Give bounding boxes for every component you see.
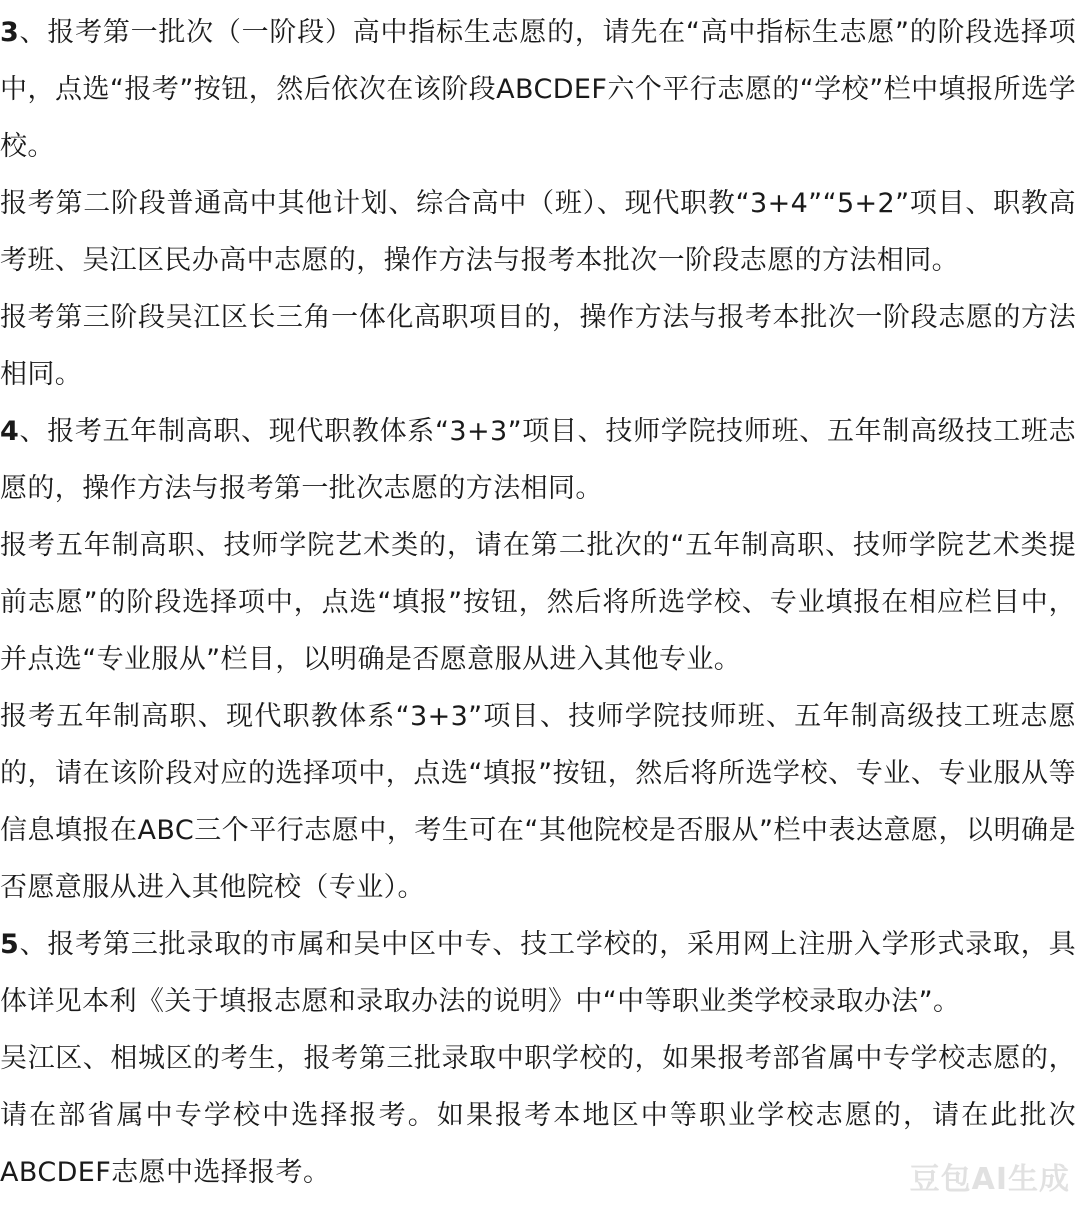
- paragraph-5: [0, 916, 1076, 1030]
- paragraph-4-art: [0, 517, 1076, 688]
- section-number: 5: [0, 929, 20, 960]
- document-body: [0, 4, 1080, 1201]
- paragraph-text: 、报考五年制高职、现代职教体系“3+3”项目、技师学院技师班、五年制高级技工班志愿的，操作方法与报考第一批次志愿的方法相同。: [0, 416, 1076, 504]
- paragraph-text: 报考第三阶段吴江区长三角一体化高职项目的，操作方法与报考本批次一阶段志愿的方法相同。: [0, 302, 1076, 390]
- paragraph-text: 报考五年制高职、现代职教体系“3+3”项目、技师学院技师班、五年制高级技工班志愿的，请在该阶段对应的选择项中，点选“填报”按钮，然后将所选学校、专业、专业服从等信息填报在ABC三个平行志愿中，考生可在“其他院校是否服从”栏中表达意愿，以明确是否愿意服从进入其他院校（专业）。: [0, 701, 1076, 903]
- paragraph-4-detail: [0, 688, 1076, 916]
- section-number: 3: [0, 17, 20, 48]
- paragraph-3-stage2: [0, 175, 1076, 289]
- paragraph-text: 吴江区、相城区的考生，报考第三批录取中职学校的，如果报考部省属中专学校志愿的，请在部省属中专学校中选择报考。如果报考本地区中等职业学校志愿的，请在此批次ABCDEF志愿中选择报考。: [0, 1043, 1076, 1188]
- paragraph-4: [0, 403, 1076, 517]
- paragraph-text: 报考第二阶段普通高中其他计划、综合高中（班）、现代职教“3+4”“5+2”项目、职教高考班、吴江区民办高中志愿的，操作方法与报考本批次一阶段志愿的方法相同。: [0, 188, 1076, 276]
- paragraph-text: 报考五年制高职、技师学院艺术类的，请在第二批次的“五年制高职、技师学院艺术类提前志愿”的阶段选择项中，点选“填报”按钮，然后将所选学校、专业填报在相应栏目中，并点选“专业服从”栏目，以明确是否愿意服从进入其他专业。: [0, 530, 1076, 675]
- paragraph-text: 、报考第一批次（一阶段）高中指标生志愿的，请先在“高中指标生志愿”的阶段选择项中，点选“报考”按钮，然后依次在该阶段ABCDEF六个平行志愿的“学校”栏中填报所选学校。: [0, 17, 1076, 162]
- watermark-logo: 豆包AI生成: [909, 1162, 1070, 1197]
- paragraph-text: 、报考第三批录取的市属和吴中区中专、技工学校的，采用网上注册入学形式录取，具体详见本利《关于填报志愿和录取办法的说明》中“中等职业类学校录取办法”。: [0, 929, 1076, 1017]
- section-number: 4: [0, 416, 20, 447]
- paragraph-3: [0, 4, 1076, 175]
- paragraph-3-stage3: [0, 289, 1076, 403]
